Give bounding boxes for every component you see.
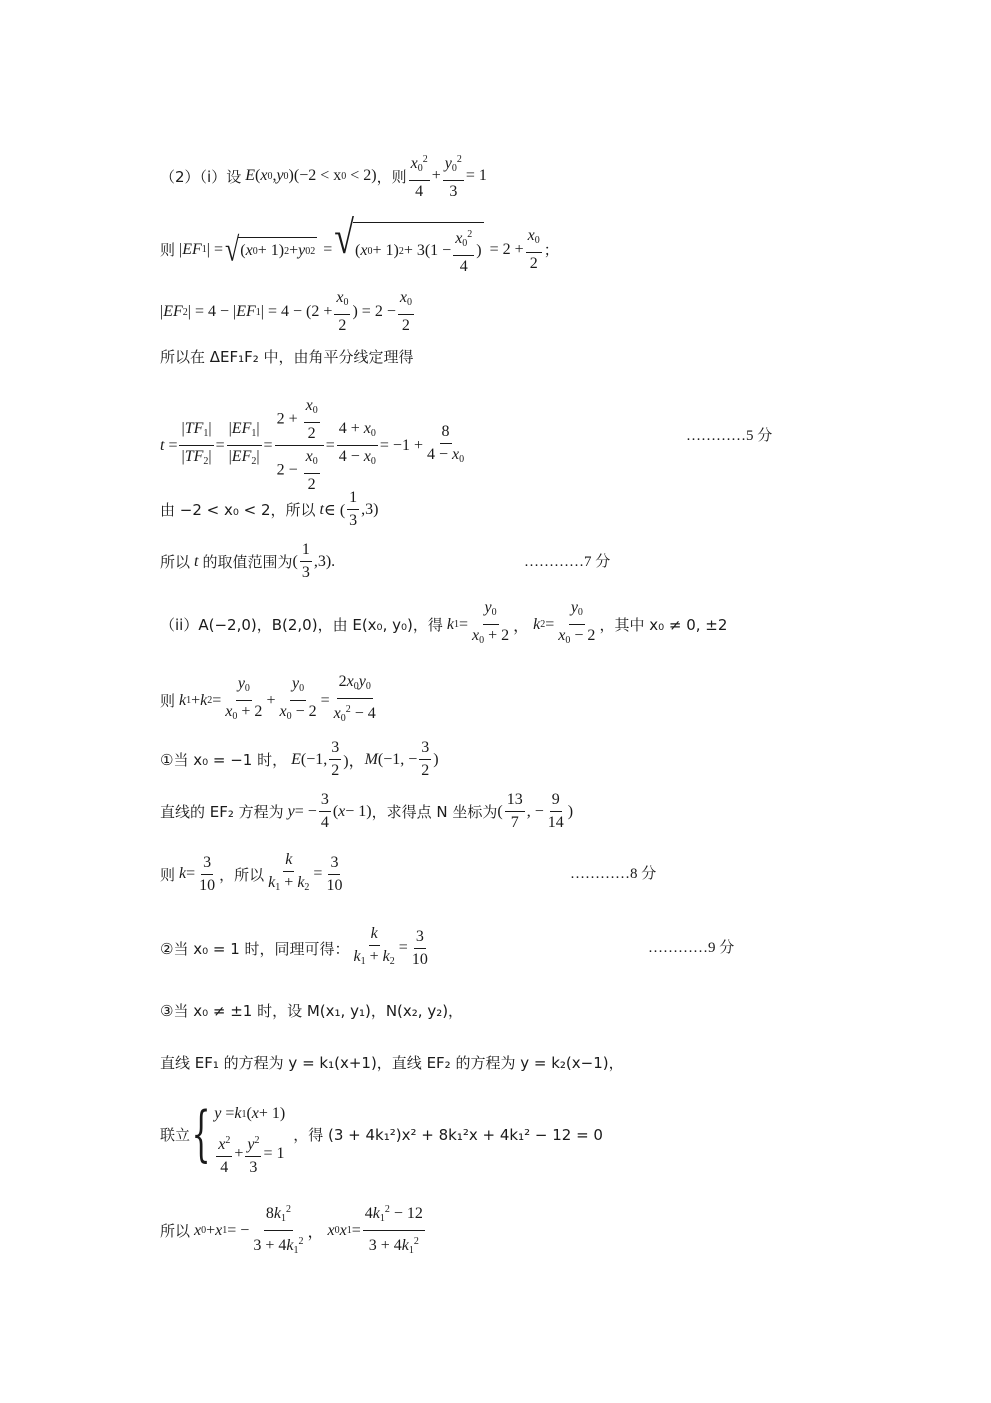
part2-ii-line: （ii） A(−2,0)，B(2,0)，由 E(x₀, y₀)，得 k 1 = $\frac{y_0}{x_0 + 2}$ ， k 2 = $\frac{y_0}{x_0 - 2}$ ，其中 x₀ ≠ 0, ±2 [160, 599, 728, 646]
ef2-line: | EF 2 | = 4 − | EF 1 | = 4 − (2 + $\frac{x_0}{2}$ ) = 2 − $\frac{x_0}{2}$ [160, 289, 412, 334]
score-9: …………9 分 [648, 940, 735, 956]
lines-text: 直线 EF₁ 的方程为 y = k₁(x+1)，直线 EF₂ 的方程为 y = k₂(x−1)， [160, 1054, 624, 1072]
part2-ii-intro: （ii） [160, 616, 199, 634]
from-range-prefix: 由 −2 < x₀ < 2，所以 [160, 501, 316, 519]
case1-line: ①当 x₀ = −1 时， E (−1, $\frac{3}{2}$ )， M (−1, − $\frac{3}{2}$ ) [160, 739, 439, 779]
ef1-line: 则 | EF 1 | = √ ( x 0 + 1) 2 + y 0 2 = √ ( x 0 + 1) 2 + 3(1 − $\frac{x_0^2}{4}$ ) = 2 + $\frac{x_0}{2}$ ； [160, 211, 559, 275]
part2-ii-note: ，其中 x₀ ≠ 0, ±2 [599, 616, 728, 634]
part2-i-then: ，则 [376, 167, 407, 186]
sum-k-prefix: 则 [160, 692, 176, 710]
part2-i-line: （2）（i）设 E ( x 0 , y 0 ) (−2 < x 0 < 2) ，则 $\frac{x_0^2}{4}$ + $\frac{y_0^2}{3}$ = 1 [160, 150, 487, 202]
range-line: 所以 t 的取值范围为 ( $\frac{1}{3}$ ,3). [160, 541, 336, 581]
score-5: …………5 分 [686, 428, 773, 444]
score-7: …………7 分 [524, 554, 611, 570]
lines-line [160, 1052, 624, 1073]
range-suffix: ,3). [313, 552, 336, 570]
case1-k-mid: ，所以 [219, 865, 265, 884]
case3-text: ③当 x₀ ≠ ±1 时，设 M(x₁, y₁)，N(x₂, y₂)， [160, 1002, 464, 1020]
case1-line-prefix: 直线的 EF₂ 方程为 [160, 803, 284, 821]
vieta-line: 所以 x 0 + x 1 = − $\frac{8k_1^2}{3 + 4k_1^2}$ ， x 0 x 1 = $\frac{4k_1^2 - 12}{3 + 4k_1^2}$ [160, 1200, 427, 1261]
part2-i-intro: （2）（i）设 [160, 167, 242, 186]
joint-get: ，得 (3 + 4k₁²)x² + 8k₁²x + 4k₁² − 12 = 0 [293, 1125, 603, 1144]
joint-prefix: 联立 [160, 1125, 191, 1144]
case3-line [160, 1000, 463, 1021]
score-8: …………8 分 [570, 866, 657, 882]
joint-line: 联立 { y = k 1 ( x + 1) $\frac{x^2}{4}$ + $\frac{y^2}{3}$ = 1 ，得 (3 + 4k₁²)x² + 8k₁²x + 4k₁² − 12 = 0 [160, 1099, 603, 1176]
bisector-text: 所以在 ΔEF₁F₂ 中，由角平分线定理得 [160, 348, 414, 366]
range-mid: 的取值范围为 [202, 553, 293, 571]
from-range-suffix: ,3) [361, 500, 379, 518]
case1-k-prefix: 则 [160, 865, 176, 884]
case2-prefix: ②当 x₀ = 1 时，同理可得： [160, 939, 350, 958]
part2-i-cond: (−2 < x [293, 167, 342, 184]
case1-k-line: 则 k = $\frac{3}{10}$ ，所以 $\frac{k}{k_1 + k_2}$ = $\frac{3}{10}$ [160, 851, 343, 894]
case1-line-mid: ，求得点 N 坐标为 [371, 803, 498, 821]
part2-ii-a: A(−2,0)，B(2,0)，由 E(x₀, y₀)，得 [198, 616, 443, 634]
ef1-end: ； [543, 241, 559, 259]
range-prefix: 所以 [160, 553, 191, 571]
from-range-line: 由 −2 < x₀ < 2，所以 t ∈ ( $\frac{1}{3}$ ,3) [160, 489, 379, 529]
case2-line: ②当 x₀ = 1 时，同理可得： $\frac{k}{k_1 + k_2}$ = $\frac{3}{10}$ [160, 925, 428, 968]
t-formula: t = $\frac{|TF_1|}{|TF_2|}$ = $\frac{|EF_1|}{|EF_2|}$ = 2 + $\frac{x_0}{2}$ 2 − $\frac{x_0}{2}$ = $\frac{4 + x_0}{4 - x_0}$ = −1 + $\frac{8}{4 - x_0}$ [160, 397, 465, 493]
bisector-line [160, 346, 414, 367]
case1-prefix: ①当 x₀ = −1 时， [160, 751, 288, 769]
part2-i-eq1: = 1 [465, 167, 487, 184]
ef1-prefix: 则 [160, 241, 176, 259]
sum-k-line: 则 k 1 + k 2 = $\frac{y_0}{x_0 + 2}$ + $\frac{y_0}{x_0 - 2}$ = $\frac{2x_0y_0}{x_0^2 - 4}$ [160, 673, 376, 724]
vieta-prefix: 所以 [160, 1222, 191, 1240]
case1-line-eq: 直线的 EF₂ 方程为 y = − $\frac{3}{4}$ ( x − 1) ，求得点 N 坐标为 ( $\frac{13}{7}$ , − $\frac{9}{14}$ ) [160, 791, 574, 831]
